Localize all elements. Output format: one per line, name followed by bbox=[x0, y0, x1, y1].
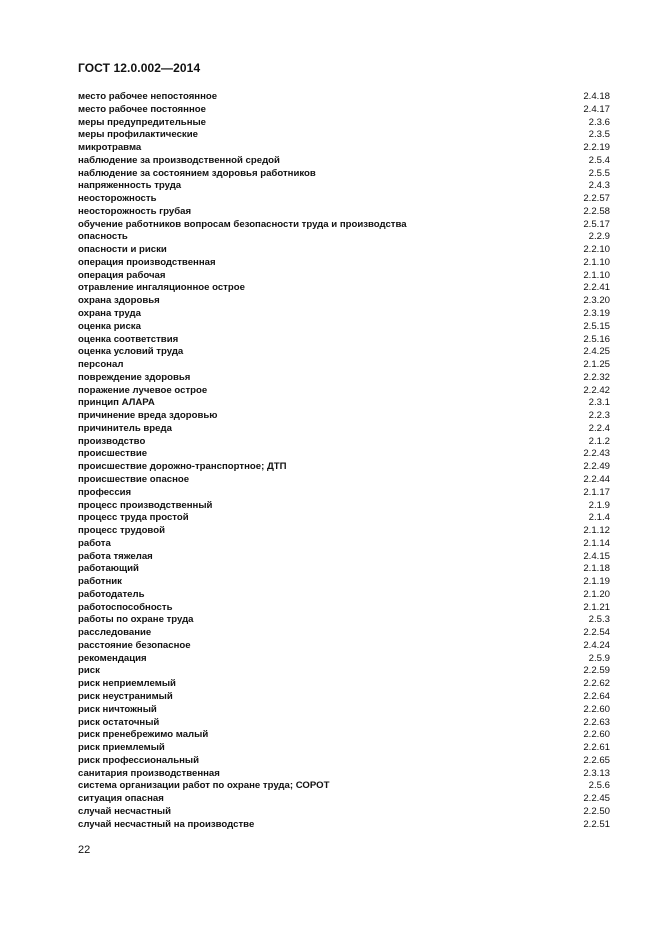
index-entry bbox=[78, 193, 610, 206]
index-term: случай несчастный на производстве bbox=[78, 818, 255, 830]
index-entry bbox=[78, 129, 610, 142]
index-term: работодатель bbox=[78, 588, 145, 600]
index-reference: 2.1.10 bbox=[583, 256, 610, 268]
index-reference: 2.3.13 bbox=[583, 767, 610, 779]
index-entry bbox=[78, 627, 610, 640]
index-entry bbox=[78, 257, 610, 270]
index-entry bbox=[78, 614, 610, 627]
index-term: оценка соответствия bbox=[78, 333, 179, 345]
index-entry bbox=[78, 359, 610, 372]
index-term: расстояние безопасное bbox=[78, 639, 191, 651]
index-entry bbox=[78, 410, 610, 423]
index-reference: 2.4.17 bbox=[583, 103, 610, 115]
index-reference: 2.2.64 bbox=[583, 690, 610, 702]
index-reference: 2.2.51 bbox=[583, 818, 610, 830]
index-reference: 2.1.14 bbox=[583, 537, 610, 549]
index-reference: 2.4.24 bbox=[583, 639, 610, 651]
index-term: напряженность труда bbox=[78, 180, 182, 192]
index-reference: 2.2.63 bbox=[583, 716, 610, 728]
index-entry bbox=[78, 308, 610, 321]
index-term: работа тяжелая bbox=[78, 550, 153, 562]
index-reference: 2.5.15 bbox=[583, 320, 610, 332]
index-reference: 2.3.20 bbox=[583, 295, 610, 307]
index-reference: 2.1.12 bbox=[583, 525, 610, 537]
index-reference: 2.2.45 bbox=[583, 793, 610, 805]
index-term: работа bbox=[78, 537, 111, 549]
index-reference: 2.4.3 bbox=[588, 180, 610, 192]
index-term: причинение вреда здоровью bbox=[78, 410, 218, 422]
index-reference: 2.2.54 bbox=[583, 627, 610, 639]
index-term: меры профилактические bbox=[78, 129, 198, 141]
index-entry bbox=[78, 640, 610, 653]
index-reference: 2.2.59 bbox=[583, 665, 610, 677]
index-reference: 2.1.10 bbox=[583, 269, 610, 281]
index-reference: 2.5.4 bbox=[588, 154, 610, 166]
index-term: риск приемлемый bbox=[78, 742, 165, 754]
index-term: охрана здоровья bbox=[78, 295, 160, 307]
index-term: процесс трудовой bbox=[78, 525, 165, 537]
index-reference: 2.5.9 bbox=[588, 652, 610, 664]
index-term: операция рабочая bbox=[78, 269, 166, 281]
term-index-list bbox=[78, 91, 610, 831]
index-term: риск остаточный bbox=[78, 716, 160, 728]
index-entry bbox=[78, 282, 610, 295]
index-term: микротравма bbox=[78, 142, 142, 154]
index-entry bbox=[78, 180, 610, 193]
index-entry bbox=[78, 346, 610, 359]
index-reference: 2.2.32 bbox=[583, 371, 610, 383]
index-term: работающий bbox=[78, 563, 139, 575]
index-entry bbox=[78, 678, 610, 691]
index-term: принцип АЛАРА bbox=[78, 397, 155, 409]
index-reference: 2.1.4 bbox=[588, 512, 610, 524]
index-entry bbox=[78, 589, 610, 602]
page-header: ГОСТ 12.0.002—2014 bbox=[78, 61, 201, 75]
index-term: профессия bbox=[78, 486, 132, 498]
index-entry bbox=[78, 219, 610, 232]
index-reference: 2.2.10 bbox=[583, 244, 610, 256]
index-reference: 2.2.58 bbox=[583, 205, 610, 217]
index-entry bbox=[78, 500, 610, 513]
index-entry bbox=[78, 704, 610, 717]
index-reference: 2.4.15 bbox=[583, 550, 610, 562]
index-reference: 2.1.9 bbox=[588, 499, 610, 511]
index-term: риск пренебрежимо малый bbox=[78, 729, 209, 741]
index-entry bbox=[78, 231, 610, 244]
index-term: место рабочее постоянное bbox=[78, 103, 206, 115]
index-entry bbox=[78, 334, 610, 347]
index-reference: 2.1.20 bbox=[583, 588, 610, 600]
index-entry bbox=[78, 819, 610, 832]
index-term: охрана труда bbox=[78, 308, 141, 320]
index-term: происшествие bbox=[78, 448, 148, 460]
index-reference: 2.2.49 bbox=[583, 461, 610, 473]
index-entry bbox=[78, 91, 610, 104]
index-reference: 2.5.17 bbox=[583, 218, 610, 230]
index-reference: 2.3.6 bbox=[588, 116, 610, 128]
index-term: работник bbox=[78, 576, 122, 588]
index-reference: 2.5.3 bbox=[588, 614, 610, 626]
index-term: риск неприемлемый bbox=[78, 678, 176, 690]
index-entry bbox=[78, 525, 610, 538]
index-term: происшествие опасное bbox=[78, 473, 190, 485]
index-term: оценка риска bbox=[78, 320, 141, 332]
index-term: риск профессиональный bbox=[78, 754, 199, 766]
index-entry bbox=[78, 206, 610, 219]
index-reference: 2.5.5 bbox=[588, 167, 610, 179]
index-reference: 2.1.2 bbox=[588, 435, 610, 447]
index-entry bbox=[78, 691, 610, 704]
index-term: ситуация опасная bbox=[78, 793, 164, 805]
index-reference: 2.2.41 bbox=[583, 282, 610, 294]
index-term: повреждение здоровья bbox=[78, 371, 191, 383]
index-reference: 2.2.3 bbox=[588, 410, 610, 422]
index-entry bbox=[78, 142, 610, 155]
index-entry bbox=[78, 321, 610, 334]
index-term: риск неустранимый bbox=[78, 690, 173, 702]
index-entry bbox=[78, 563, 610, 576]
index-entry bbox=[78, 244, 610, 257]
index-reference: 2.2.44 bbox=[583, 473, 610, 485]
index-reference: 2.2.62 bbox=[583, 678, 610, 690]
index-entry bbox=[78, 551, 610, 564]
index-term: обучение работников вопросам безопасности труда и производства bbox=[78, 218, 407, 230]
index-term: наблюдение за состоянием здоровья работников bbox=[78, 167, 316, 179]
index-entry bbox=[78, 538, 610, 551]
index-entry bbox=[78, 512, 610, 525]
index-term: производство bbox=[78, 435, 146, 447]
index-entry bbox=[78, 653, 610, 666]
index-reference: 2.2.43 bbox=[583, 448, 610, 460]
index-reference: 2.2.50 bbox=[583, 805, 610, 817]
index-term: персонал bbox=[78, 359, 124, 371]
index-reference: 2.4.25 bbox=[583, 346, 610, 358]
index-entry bbox=[78, 168, 610, 181]
index-term: оценка условий труда bbox=[78, 346, 184, 358]
index-reference: 2.2.9 bbox=[588, 231, 610, 243]
index-term: рекомендация bbox=[78, 652, 147, 664]
index-entry bbox=[78, 397, 610, 410]
index-term: система организации работ по охране труда; СОРОТ bbox=[78, 780, 330, 792]
index-entry bbox=[78, 487, 610, 500]
index-entry bbox=[78, 436, 610, 449]
index-reference: 2.1.21 bbox=[583, 601, 610, 613]
index-term: случай несчастный bbox=[78, 805, 172, 817]
index-reference: 2.2.60 bbox=[583, 729, 610, 741]
index-term: опасности и риски bbox=[78, 244, 167, 256]
index-term: отравление ингаляционное острое bbox=[78, 282, 245, 294]
index-term: наблюдение за производственной средой bbox=[78, 154, 280, 166]
index-reference: 2.3.19 bbox=[583, 308, 610, 320]
index-term: процесс труда простой bbox=[78, 512, 189, 524]
index-reference: 2.1.19 bbox=[583, 576, 610, 588]
index-entry bbox=[78, 755, 610, 768]
index-entry bbox=[78, 806, 610, 819]
index-reference: 2.4.18 bbox=[583, 91, 610, 102]
index-term: санитария производственная bbox=[78, 767, 220, 779]
index-entry bbox=[78, 295, 610, 308]
index-term: операция производственная bbox=[78, 256, 216, 268]
index-reference: 2.1.18 bbox=[583, 563, 610, 575]
index-entry bbox=[78, 602, 610, 615]
index-reference: 2.2.19 bbox=[583, 142, 610, 154]
page-number: 22 bbox=[78, 844, 91, 856]
index-entry bbox=[78, 474, 610, 487]
index-entry bbox=[78, 423, 610, 436]
index-term: работы по охране труда bbox=[78, 614, 194, 626]
index-term: работоспособность bbox=[78, 601, 173, 613]
index-term: риск bbox=[78, 665, 100, 677]
index-reference: 2.2.60 bbox=[583, 703, 610, 715]
index-term: происшествие дорожно-транспортное; ДТП bbox=[78, 461, 287, 473]
index-entry bbox=[78, 155, 610, 168]
index-entry bbox=[78, 665, 610, 678]
index-term: поражение лучевое острое bbox=[78, 384, 208, 396]
index-entry bbox=[78, 385, 610, 398]
index-reference: 2.5.16 bbox=[583, 333, 610, 345]
index-entry bbox=[78, 717, 610, 730]
index-entry bbox=[78, 372, 610, 385]
index-entry bbox=[78, 117, 610, 130]
index-reference: 2.1.17 bbox=[583, 486, 610, 498]
index-term: неосторожность грубая bbox=[78, 205, 192, 217]
index-reference: 2.3.1 bbox=[588, 397, 610, 409]
index-reference: 2.2.4 bbox=[588, 422, 610, 434]
index-term: неосторожность bbox=[78, 193, 157, 205]
index-entry bbox=[78, 768, 610, 781]
index-entry bbox=[78, 576, 610, 589]
index-term: расследование bbox=[78, 627, 152, 639]
index-reference: 2.2.61 bbox=[583, 742, 610, 754]
index-reference: 2.2.42 bbox=[583, 384, 610, 396]
index-term: место рабочее непостоянное bbox=[78, 91, 218, 102]
index-reference: 2.5.6 bbox=[588, 780, 610, 792]
index-reference: 2.1.25 bbox=[583, 359, 610, 371]
index-entry bbox=[78, 742, 610, 755]
index-term: риск ничтожный bbox=[78, 703, 157, 715]
index-entry bbox=[78, 793, 610, 806]
index-term: опасность bbox=[78, 231, 128, 243]
index-reference: 2.2.57 bbox=[583, 193, 610, 205]
index-entry bbox=[78, 461, 610, 474]
index-entry bbox=[78, 729, 610, 742]
index-entry bbox=[78, 448, 610, 461]
index-entry bbox=[78, 780, 610, 793]
index-term: процесс производственный bbox=[78, 499, 213, 511]
index-entry bbox=[78, 270, 610, 283]
index-reference: 2.2.65 bbox=[583, 754, 610, 766]
index-reference: 2.3.5 bbox=[588, 129, 610, 141]
index-term: меры предупредительные bbox=[78, 116, 207, 128]
index-term: причинитель вреда bbox=[78, 422, 172, 434]
index-entry bbox=[78, 104, 610, 117]
